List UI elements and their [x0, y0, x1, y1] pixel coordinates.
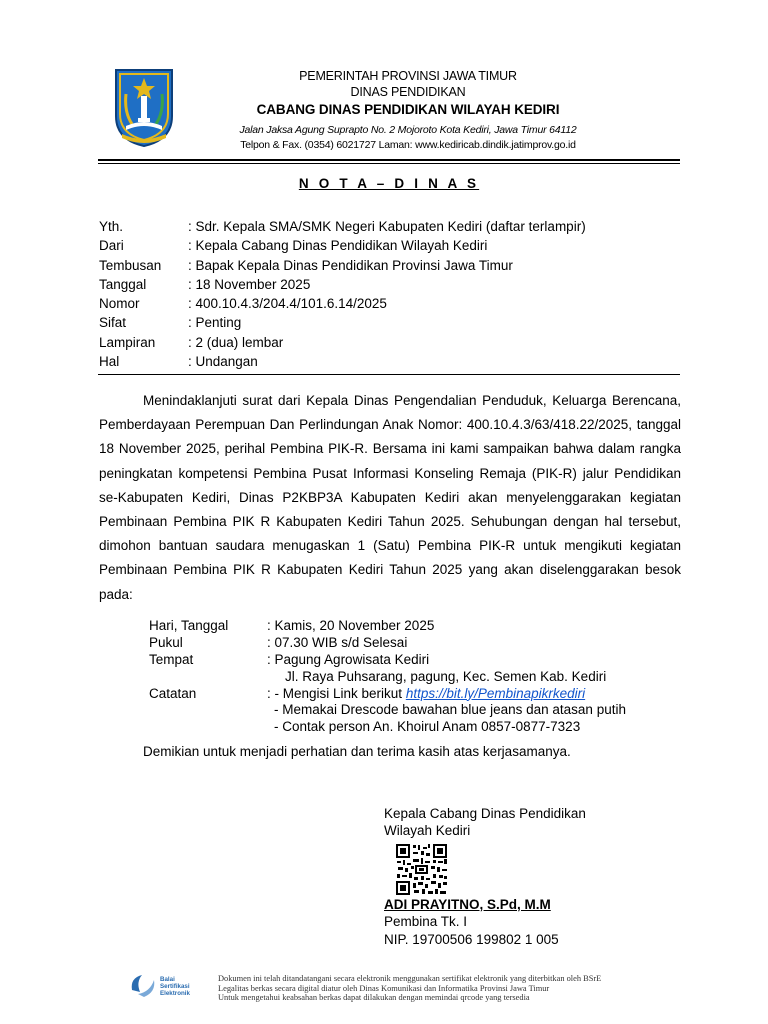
event-label: Hari, Tanggal — [149, 618, 229, 633]
registration-link[interactable]: https://bit.ly/Pembinapikrkediri — [405, 685, 586, 701]
header-branch: CABANG DINAS PENDIDIKAN WILAYAH KEDIRI — [256, 102, 560, 117]
memo-value: : Bapak Kepala Dinas Pendidikan Provinsi Jawa Timur — [188, 257, 513, 273]
memo-row-number — [99, 294, 681, 313]
header-government: PEMERINTAH PROVINSI JAWA TIMUR — [299, 69, 517, 83]
memo-divider — [98, 374, 680, 375]
event-value: : Pagung Agrowisata Kediri — [267, 651, 430, 667]
event-label: Tempat — [149, 651, 194, 667]
signer-rank: Pembina Tk. I — [384, 914, 468, 929]
event-row-notes — [149, 686, 689, 703]
event-label: Pukul — [149, 634, 183, 650]
header-department: DINAS PENDIDIKAN — [350, 85, 466, 99]
signer-nip: NIP. 19700506 199802 1 005 — [384, 932, 559, 947]
memo-value: : Kepala Cabang Dinas Pendidikan Wilayah Kediri — [188, 238, 488, 254]
memo-value: : 18 November 2025 — [188, 276, 311, 292]
header-address: Jalan Jaksa Agung Suprapto No. 2 Mojoroto Kota Kediri, Jawa Timur 64112 — [239, 124, 577, 136]
memo-row-date — [99, 275, 681, 294]
memo-row-attachment — [99, 333, 681, 352]
memo-row-recipient — [99, 217, 681, 236]
jatim-emblem-logo — [112, 64, 176, 148]
memo-value: : Undangan — [188, 354, 258, 370]
header-contact: Telpon & Fax. (0354) 6021727 Laman: www.kediricab.dindik.jatimprov.go.id — [240, 139, 576, 151]
bsre-logo — [128, 970, 208, 1000]
event-label-empty — [149, 669, 267, 686]
event-note: - Memakai Drescode bawahan blue jeans dan atasan putih — [274, 702, 626, 718]
memo-label: Lampiran — [99, 334, 156, 350]
memo-row-from — [99, 236, 681, 255]
header-divider-thick — [98, 159, 680, 161]
svg-text:Balai: Balai — [160, 976, 175, 983]
event-value: Jl. Raya Puhsarang, pagung, Kec. Semen Kab. Kediri — [285, 668, 607, 684]
footer-line3: Untuk mengetahui keabsahan berkas dapat dilakukan dengan memindai qrcode yang tersedia — [218, 993, 530, 1002]
memo-label: Nomor — [99, 296, 140, 312]
memo-row-nature — [99, 313, 681, 332]
memo-label: Tembusan — [99, 257, 162, 273]
event-label: Catatan — [149, 685, 197, 701]
event-note-prefix: : - Mengisi Link berikut — [267, 685, 406, 701]
memo-value: : 2 (dua) lembar — [188, 334, 284, 350]
svg-text:Elektronik: Elektronik — [160, 990, 190, 997]
event-row-note3 — [149, 719, 689, 736]
closing-sentence: Demikian untuk menjadi perhatian dan terima kasih atas kerjasamanya. — [143, 744, 571, 759]
svg-text:Sertifikasi: Sertifikasi — [160, 983, 190, 990]
event-note: - Contak person An. Khoirul Anam 0857-0877-7323 — [274, 719, 581, 735]
header-divider-thin — [98, 163, 680, 164]
footer-line2: Legalitas berkas secara digital diatur oleh Dinas Komunikasi dan Informatika Provinsi Jawa Timur — [218, 984, 550, 993]
memo-value: : 400.10.4.3/204.4/101.6.14/2025 — [188, 296, 387, 312]
event-note — [267, 686, 689, 703]
signer-position-line1: Kepala Cabang Dinas Pendidikan — [384, 806, 586, 821]
memo-label: Tanggal — [99, 276, 147, 292]
memo-label: Yth. — [99, 219, 124, 234]
memo-label: Dari — [99, 238, 124, 254]
event-label-empty — [149, 702, 267, 719]
document-title-text: N O T A – D I N A S — [298, 176, 480, 191]
event-value: : 07.30 WIB s/d Selesai — [267, 634, 408, 650]
event-row-note2 — [149, 702, 689, 719]
memo-row-subject — [99, 352, 681, 371]
document-title — [98, 176, 680, 191]
event-details — [149, 618, 689, 736]
event-row-place-address — [149, 669, 689, 686]
memo-address-block — [99, 217, 681, 371]
memo-value: : Penting — [188, 315, 242, 331]
memo-value: : Sdr. Kepala SMA/SMK Negeri Kabupaten Kediri (daftar terlampir) — [188, 219, 586, 234]
memo-label: Hal — [99, 354, 120, 370]
event-value: : Kamis, 20 November 2025 — [267, 618, 435, 633]
signer-name: ADI PRAYITNO, S.Pd, M.M — [384, 897, 551, 912]
event-row-time — [149, 635, 689, 652]
event-row-day — [149, 618, 689, 635]
event-label-empty — [149, 719, 267, 736]
qr-code-icon[interactable] — [395, 843, 448, 896]
body-paragraph: Menindaklanjuti surat dari Kepala Dinas Pengendalian Penduduk, Keluarga Berencana, Pemberdayaan Perempuan Dan Perlindungan Anak Nomor: 400.10.4.3/63/418.22/2025, tanggal 18 November 2025, perihal Pembina PIK-R. Bersama ini kami sampaikan bahwa dalam rangka peningkatan kompetensi Pembina Pusat Informasi Konseling Remaja (PIK-R) jalur Pendidikan se-Kabupaten Kediri, Dinas P2KBP3A Kabupaten Kediri akan menyelenggarakan kegiatan Pembinaan Pembina PIK R Kabupaten Kediri Tahun 2025. Sehubungan dengan hal tersebut, dimohon bantuan saudara menugaskan 1 (Satu) Pembina PIK-R untuk mengikuti kegiatan Pembinaan Pembina PIK R Kabupaten Kediri Tahun 2025 yang akan diselenggarakan besok pada: — [99, 393, 681, 602]
memo-label: Sifat — [99, 315, 127, 331]
event-row-place — [149, 652, 689, 669]
footer-line1: Dokumen ini telah ditandatangani secara elektronik menggunakan sertifikat elektronik yang diterbitkan oleh BSrE — [218, 974, 602, 983]
signer-position-line2: Wilayah Kediri — [384, 823, 471, 838]
memo-row-cc — [99, 256, 681, 275]
